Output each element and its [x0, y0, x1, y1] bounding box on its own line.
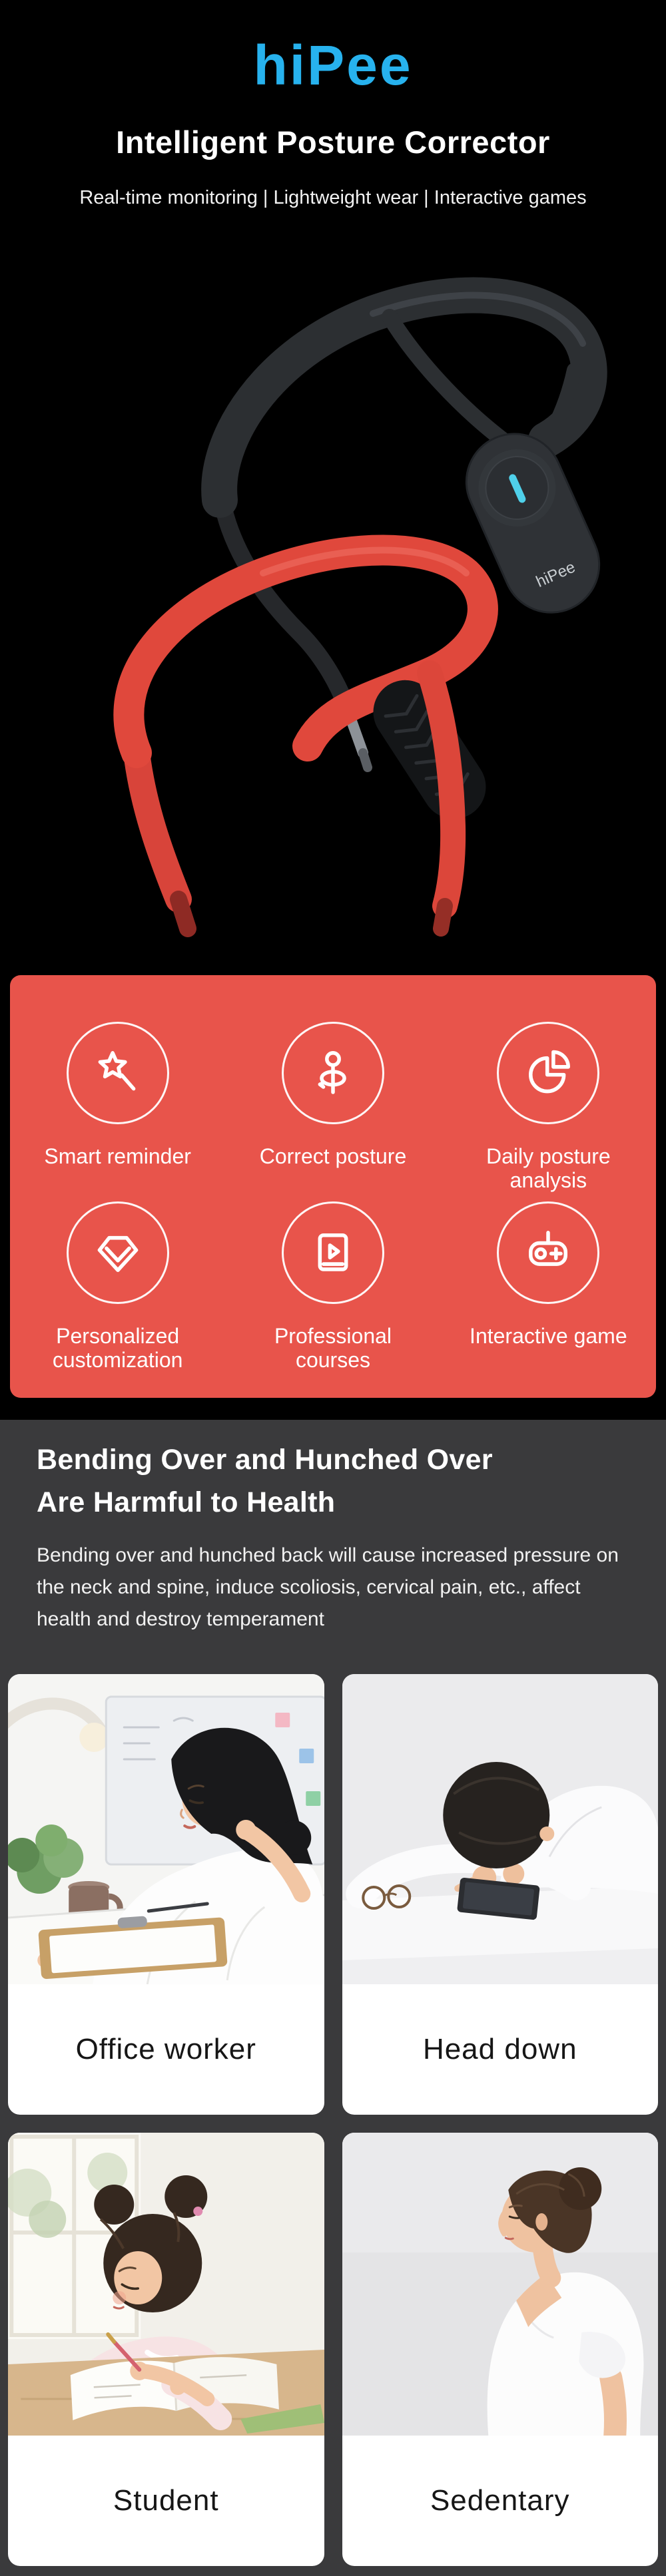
feature-item-smart-reminder — [10, 1022, 225, 1192]
feature-label: Interactive game — [470, 1324, 627, 1348]
section-heading-line2: Are Harmful to Health — [37, 1486, 336, 1518]
persona-card-office-worker — [8, 1674, 324, 2115]
feature-item-daily-analysis — [441, 1022, 656, 1192]
persona-card-label: Sedentary — [430, 2484, 570, 2517]
feature-label: Correct posture — [259, 1144, 407, 1168]
pie-chart-icon — [497, 1022, 599, 1124]
persona-card-label: Head down — [422, 2033, 577, 2065]
office-worker-photo — [8, 1674, 324, 1984]
product-photo — [0, 220, 666, 963]
sedentary-photo — [342, 2133, 659, 2436]
magic-wand-icon — [67, 1022, 169, 1124]
gamepad-icon — [497, 1201, 599, 1304]
student-photo — [8, 2133, 324, 2436]
persona-card-sedentary — [342, 2133, 659, 2566]
persona-grid — [8, 1674, 658, 2566]
feature-item-game — [441, 1201, 656, 1372]
feature-label: Daily posture analysis — [486, 1144, 611, 1192]
persona-card-label: Office worker — [75, 2033, 256, 2065]
feature-item-correct-posture — [225, 1022, 440, 1192]
hero-subtitle: Real-time monitoring | Lightweight wear | Interactive games — [79, 187, 587, 208]
video-course-icon — [282, 1201, 384, 1304]
features-card — [10, 975, 656, 1398]
hipee-logo: hiPee — [253, 34, 413, 97]
section-heading — [37, 1438, 666, 1524]
feature-label: Personalized customization — [52, 1324, 183, 1372]
feature-label: Professional courses — [274, 1324, 392, 1372]
head-down-photo — [342, 1674, 659, 1984]
persona-card-student — [8, 2133, 324, 2566]
diamond-icon — [67, 1201, 169, 1304]
page-title: Intelligent Posture Corrector — [116, 124, 550, 160]
harm-section — [0, 1420, 666, 2576]
posture-person-icon — [282, 1022, 384, 1124]
feature-item-courses — [225, 1201, 440, 1372]
section-body: Bending over and hunched back will cause increased pressure on the neck and spine, induce scoliosis, cervical pain, etc., affect health and destroy temperament — [37, 1544, 619, 1630]
feature-item-personalized — [10, 1201, 225, 1372]
features-grid — [10, 1022, 656, 1372]
pod-brand-label: hiPee — [533, 558, 578, 592]
features-band — [0, 975, 666, 1420]
hero-section — [0, 0, 666, 975]
section-heading-line1: Bending Over and Hunched Over — [37, 1444, 493, 1476]
persona-card-head-down — [342, 1674, 659, 2115]
feature-label: Smart reminder — [44, 1144, 191, 1168]
persona-card-label: Student — [113, 2484, 219, 2517]
